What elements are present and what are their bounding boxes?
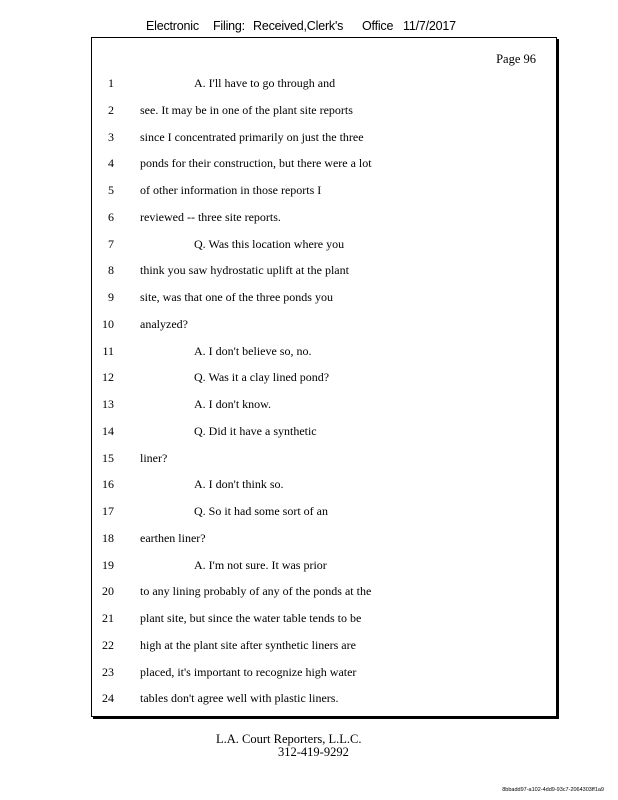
- line-number: 22: [102, 637, 114, 652]
- line-text: to any lining probably of any of the ponds at the: [140, 584, 372, 599]
- transcript-line: [92, 449, 556, 467]
- footer-phone: 312-419-9292: [278, 745, 349, 759]
- line-number: 5: [108, 183, 114, 197]
- transcript-line: [92, 663, 556, 681]
- filing-stamp-word-office: Office: [362, 19, 394, 33]
- transcript-line: [92, 315, 556, 333]
- transcript-line: [92, 74, 556, 92]
- line-number: 17: [102, 504, 114, 518]
- line-number: 10: [102, 316, 114, 331]
- line-text: liner?: [140, 450, 168, 465]
- line-text: Q. Did it have a synthetic: [194, 423, 317, 438]
- line-text: high at the plant site after synthetic liners are: [140, 637, 356, 652]
- line-text: of other information in those reports I: [140, 183, 322, 197]
- page-number: Page 96: [496, 52, 536, 66]
- transcript-line: [92, 342, 556, 360]
- line-text: site, was that one of the three ponds you: [140, 290, 333, 304]
- transcript-page-frame: [91, 37, 557, 717]
- line-number: 15: [102, 450, 114, 465]
- line-text: tables don't agree well with plastic liners.: [140, 691, 339, 706]
- line-number: 18: [102, 530, 114, 545]
- transcript-line: [92, 288, 556, 306]
- transcript-line: [92, 395, 556, 413]
- line-text: A. I don't know.: [194, 397, 272, 411]
- transcript-line: [92, 128, 556, 146]
- line-text: placed, it's important to recognize high water: [140, 664, 357, 679]
- line-text: Q. Was this location where you: [194, 236, 345, 251]
- line-text: think you saw hydrostatic uplift at the plant: [140, 263, 349, 278]
- filing-stamp-date: 11/7/2017: [403, 19, 456, 33]
- transcript-line: [92, 181, 556, 199]
- transcript-line: [92, 689, 556, 707]
- line-text: A. I don't think so.: [194, 477, 284, 492]
- line-number: 11: [102, 343, 114, 358]
- transcript-line: [92, 208, 556, 226]
- line-text: A. I'll have to go through and: [194, 76, 336, 90]
- line-text: see. It may be in one of the plant site reports: [140, 102, 353, 117]
- line-number: 4: [108, 156, 114, 171]
- document-id: 8bbadd97-a102-4dd9-93c7-2064303ff1a9: [502, 787, 604, 793]
- line-number: 19: [102, 557, 114, 572]
- line-number: 6: [108, 209, 114, 224]
- filing-stamp-word-received: Received,Clerk's: [253, 19, 344, 33]
- filing-stamp-word-filing: Filing:: [213, 19, 245, 33]
- transcript-line: [92, 261, 556, 279]
- line-number: 20: [102, 584, 114, 599]
- line-text: earthen liner?: [140, 530, 206, 545]
- line-text: since I concentrated primarily on just the three: [140, 129, 364, 144]
- line-text: reviewed -- three site reports.: [140, 209, 281, 224]
- transcript-line: [92, 582, 556, 600]
- transcript-line: [92, 235, 556, 253]
- line-text: A. I don't believe so, no.: [194, 343, 312, 358]
- line-number: 1: [108, 76, 114, 90]
- line-text: ponds for their construction, but there were a lot: [140, 156, 372, 171]
- line-number: 13: [102, 397, 114, 411]
- transcript-line: [92, 101, 556, 119]
- transcript-line: [92, 154, 556, 172]
- line-number: 3: [108, 129, 114, 144]
- line-number: 21: [102, 611, 114, 625]
- line-text: Q. So it had some sort of an: [194, 504, 328, 518]
- line-number: 12: [102, 370, 114, 385]
- line-number: 23: [102, 664, 114, 679]
- line-number: 16: [102, 477, 114, 492]
- line-number: 2: [108, 102, 114, 117]
- transcript-line: [92, 556, 556, 574]
- transcript-line: [92, 368, 556, 386]
- transcript-line: [92, 529, 556, 547]
- footer-company-name: L.A. Court Reporters, L.L.C.: [216, 732, 362, 746]
- line-number: 14: [102, 423, 114, 438]
- transcript-line: [92, 475, 556, 493]
- transcript-line: [92, 636, 556, 654]
- line-number: 24: [102, 691, 114, 706]
- line-number: 9: [108, 290, 114, 304]
- line-text: Q. Was it a clay lined pond?: [194, 370, 330, 385]
- transcript-line: [92, 422, 556, 440]
- line-number: 8: [108, 263, 114, 278]
- line-text: plant site, but since the water table tends to be: [140, 611, 362, 625]
- line-number: 7: [108, 236, 114, 251]
- transcript-line: [92, 609, 556, 627]
- filing-stamp-word-electronic: Electronic: [146, 19, 199, 33]
- transcript-line: [92, 502, 556, 520]
- line-text: A. I'm not sure. It was prior: [194, 557, 327, 572]
- line-text: analyzed?: [140, 316, 188, 331]
